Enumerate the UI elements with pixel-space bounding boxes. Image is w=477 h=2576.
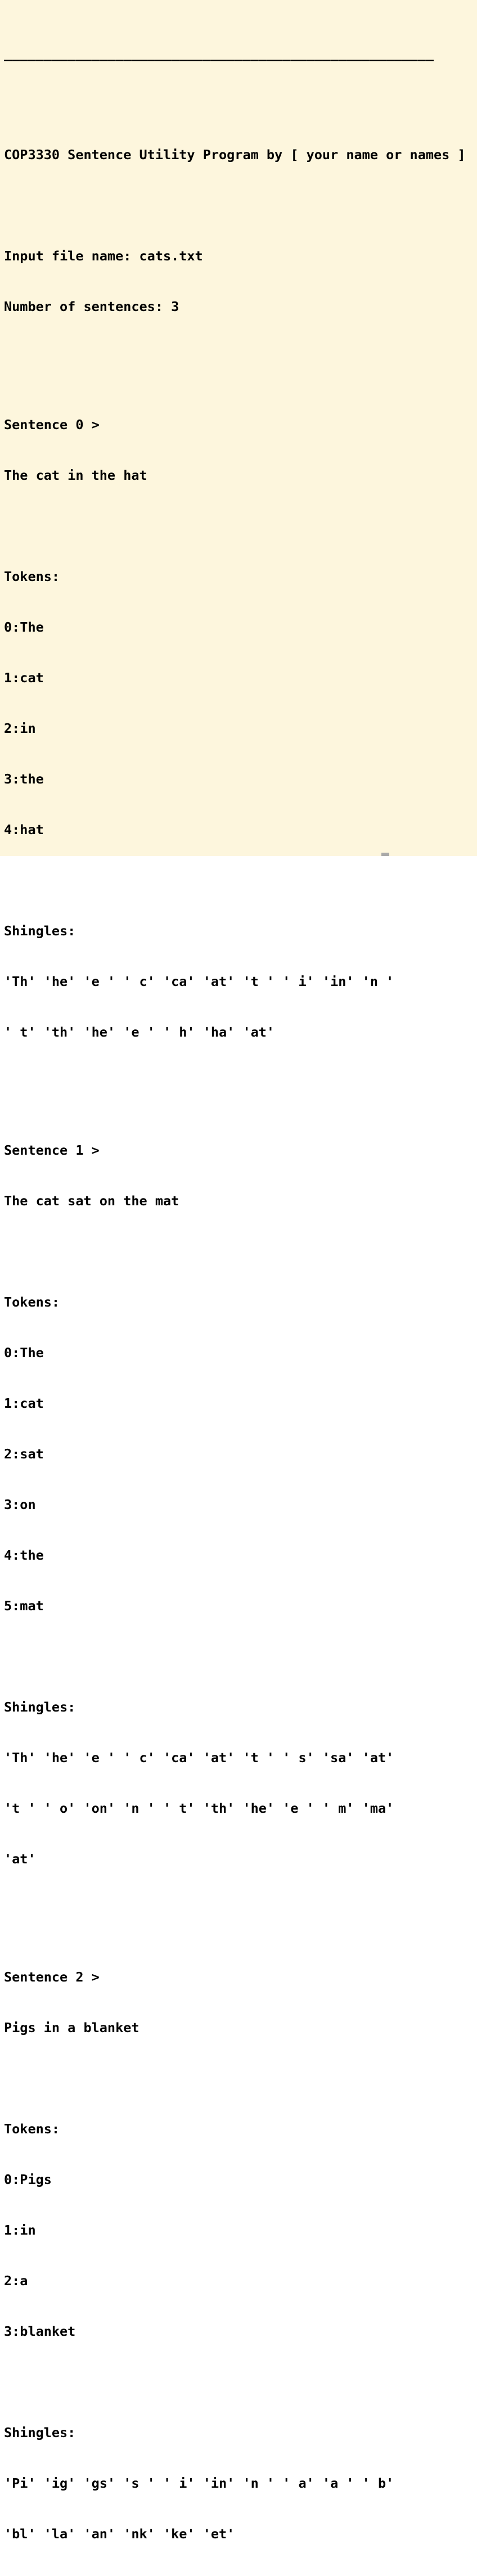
- shingle-line: 'Th' 'he' 'e ' ' c' 'ca' 'at' 't ' ' i' 'in' 'n ': [4, 974, 394, 989]
- token-line: 0:The: [4, 1345, 44, 1361]
- blank-line: [4, 197, 466, 214]
- shingles-label: Shingles:: [4, 1699, 76, 1715]
- token-line: 4:hat: [4, 822, 44, 837]
- shingle-line: 't ' ' o' 'on' 'n ' ' t' 'th' 'he' 'e ' ' m' 'ma': [4, 1800, 394, 1816]
- sentence-header: Sentence 0 >: [4, 417, 100, 433]
- blank-line: [4, 2070, 466, 2087]
- terminal-cursor: [381, 853, 389, 856]
- blank-line: [4, 2374, 466, 2390]
- shingles-label: Shingles:: [4, 2425, 76, 2440]
- input-file-line: Input file name: cats.txt: [4, 248, 203, 264]
- sentence-count-line: Number of sentences: 3: [4, 299, 179, 314]
- token-line: 1:in: [4, 2222, 36, 2238]
- blank-line: [4, 349, 466, 366]
- blank-line: [4, 1648, 466, 1665]
- program-title: COP3330 Sentence Utility Program by [ your name or names ]: [4, 147, 466, 163]
- sentence-text: The cat sat on the mat: [4, 1193, 179, 1209]
- token-line: 2:in: [4, 720, 36, 736]
- sentence-header: Sentence 1 >: [4, 1142, 100, 1158]
- token-line: 1:cat: [4, 1395, 44, 1411]
- token-line: 2:a: [4, 2273, 28, 2289]
- blank-line: [4, 517, 466, 534]
- token-line: 3:blanket: [4, 2323, 76, 2339]
- tokens-label: Tokens:: [4, 1294, 60, 1310]
- shingle-line: 'Th' 'he' 'e ' ' c' 'ca' 'at' 't ' ' s' 'sa' 'at': [4, 1750, 394, 1766]
- token-line: 2:sat: [4, 1446, 44, 1462]
- tokens-label: Tokens:: [4, 2121, 60, 2137]
- shingle-line: 'at': [4, 1851, 36, 1867]
- blank-line: [4, 1074, 466, 1091]
- token-line: 3:the: [4, 771, 44, 787]
- sentence-header: Sentence 2 >: [4, 1969, 100, 1985]
- shingles-label: Shingles:: [4, 923, 76, 939]
- shingle-line: ' t' 'th' 'he' 'e ' ' h' 'ha' 'at': [4, 1024, 275, 1040]
- sentence-text: The cat in the hat: [4, 467, 147, 483]
- shingle-line: 'Pi' 'ig' 'gs' 's ' ' i' 'in' 'n ' ' a' 'a ' ' b': [4, 2475, 394, 2491]
- blank-line: [4, 96, 466, 112]
- blank-line: [4, 1901, 466, 1918]
- blank-line: [4, 872, 466, 889]
- separator-line: ______________________________________________________: [4, 46, 434, 61]
- terminal-output: [4, 11, 466, 2576]
- shingle-line: 'bl' 'la' 'an' 'nk' 'ke' 'et': [4, 2526, 235, 2542]
- token-line: 5:mat: [4, 1598, 44, 1614]
- tokens-label: Tokens:: [4, 569, 60, 584]
- token-line: 0:The: [4, 619, 44, 635]
- token-line: 3:on: [4, 1497, 36, 1512]
- blank-line: [4, 1243, 466, 1260]
- token-line: 4:the: [4, 1547, 44, 1563]
- sentence-text: Pigs in a blanket: [4, 2020, 140, 2035]
- token-line: 0:Pigs: [4, 2172, 52, 2187]
- token-line: 1:cat: [4, 670, 44, 686]
